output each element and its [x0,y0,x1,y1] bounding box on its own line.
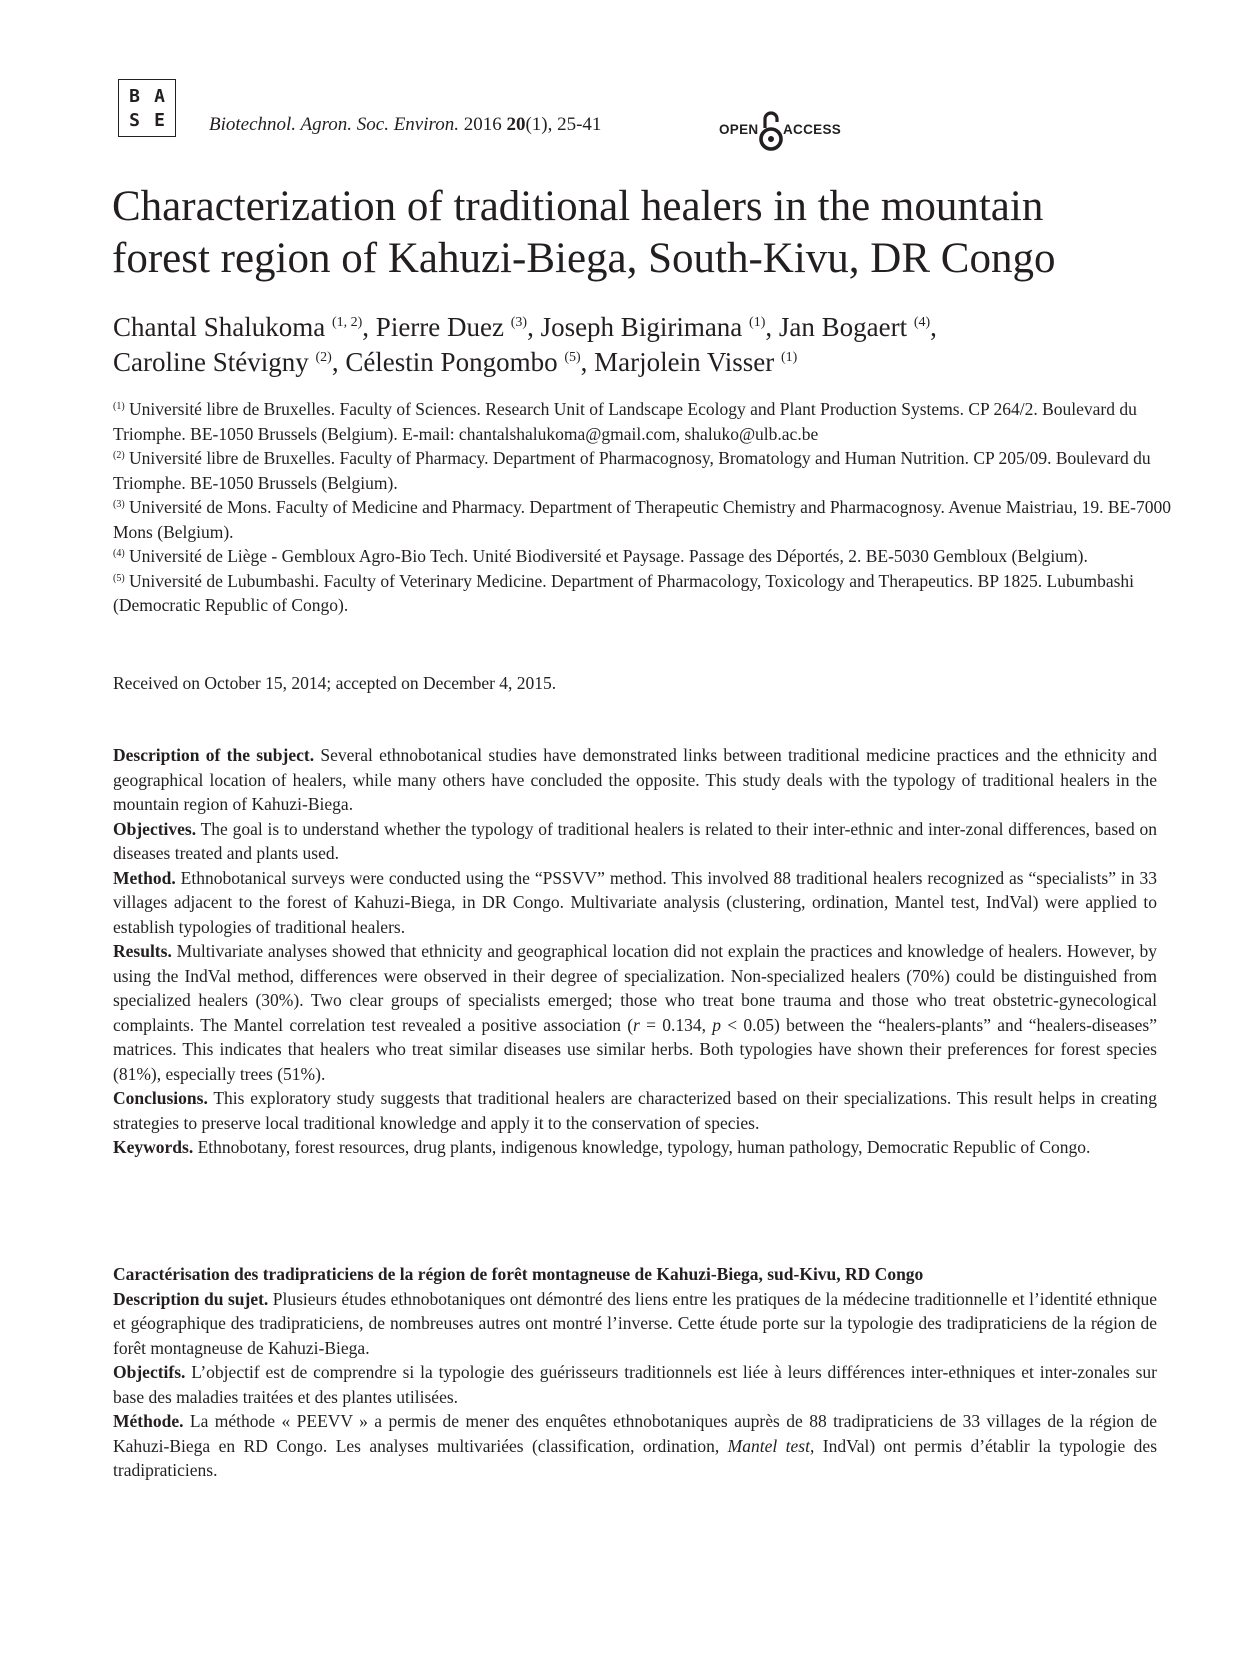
affiliation-number: (3) [113,499,125,510]
affiliation-number: (5) [113,572,125,584]
title-line: forest region of Kahuzi-Biega, South-Kivu, DR Congo [112,235,1056,282]
section-text: Several ethnobotanical studies have demonstrated links between traditional medicine practices and the ethnicity and geographical location of healers, while many others have concluded the opposite. This study deals with the typology of traditional healers in the mountain region of Kahuzi-Biega. [113,745,1158,814]
logo-letter: A [154,85,165,107]
abstract-objectives [113,1360,1157,1409]
journal-volume: 20 [506,114,526,135]
section-text: , IndVal) ont permis d’établir la typologie des tradipraticiens. [113,1435,1158,1480]
affiliation-item [113,569,1171,618]
affiliation-text: Université de Mons. Faculty of Medicine and Pharmacy. Department of Therapeutic Chemistry and Pharmacognosy. Avenue Maistriau, 19. BE-7000 Mons (Belgium). [113,497,1172,542]
affiliations [113,397,1171,618]
author-line [113,345,1173,380]
author-separator: , [765,312,779,342]
section-label: Results. [113,941,172,961]
statistic-symbol-p: p [712,1014,721,1035]
section-text: < 0.05) between the “healers-plants” and “healers-diseases” matrices. This indicates that healers who treat similar diseases use similar herbs. Both typologies have shown their preferences for forest species (81%), especially trees (51%). [113,1014,1158,1084]
abstract-description [113,743,1157,817]
abstract-results [113,939,1157,1086]
logo-letter: E [154,109,165,131]
author-separator: , [331,347,346,377]
section-label: Keywords. [113,1137,194,1157]
received-dates: Received on October 15, 2014; accepted on December 4, 2015. [113,673,557,693]
author-name: Caroline Stévigny [113,347,309,377]
section-text: La méthode « PEEVV » a permis de mener des enquêtes ethnobotaniques auprès de 88 tradipraticiens de 33 villages de la région de Kahuzi-Biega en RD Congo. Les analyses multivariées (classification, ordination, [113,1411,1157,1456]
abstract-method [113,1409,1157,1483]
author-line [113,310,1173,345]
author-name: Célestin Pongombo [345,347,558,377]
author-name: Marjolein Visser [594,347,775,377]
affiliation-item [113,544,1171,569]
open-access-label-access: ACCESS [783,122,842,137]
affiliation-text: Université de Liège - Gembloux Agro-Bio Tech. Unité Biodiversité et Paysage. Passage des Déportés, 2. BE-5030 Gembloux (Belgium). [124,546,1088,566]
author-name: Pierre Duez [375,312,504,342]
author-affiliation-mark: (2) [315,350,332,365]
author-affiliation-mark: (1) [781,350,798,365]
author-name: Joseph Bigirimana [540,312,743,342]
open-access-badge [719,110,859,154]
author-list [113,310,1173,380]
affiliation-text: Université libre de Bruxelles. Faculty of Pharmacy. Department of Pharmacognosy, Bromatology and Human Nutrition. CP 205/09. Boulevard du Triomphe. BE-1050 Brussels (Belgium). [113,448,1151,493]
section-label: Méthode. [113,1411,184,1431]
affiliation-number: (2) [113,450,125,461]
journal-name: Biotechnol. Agron. Soc. Environ. [209,114,459,135]
author-separator: , [930,312,937,342]
author-name: Chantal Shalukoma [113,312,326,342]
abstract-objectives [113,817,1157,866]
affiliation-number: (1) [113,401,125,412]
abstract-method [113,866,1157,940]
journal-issue-pages: (1), 25-41 [525,114,602,135]
base-journal-logo [118,79,176,137]
section-label: Description of the subject. [113,745,315,765]
title-line: Characterization of traditional healers in the mountain [112,183,1044,230]
section-label: Method. [113,867,176,888]
abstract-french [113,1262,1157,1483]
author-affiliation-mark: (1, 2) [331,315,363,330]
author-separator: , [527,312,541,342]
section-text: Ethnobotanical surveys were conducted using the “PSSVV” method. This involved 88 traditional healers recognized as “specialists” in 33 villages adjacent to the forest of Kahuzi-Biega, in DR Congo. Multivariate analysis (clustering, ordination, Mantel test, IndVal) were applied to establish typologies of traditional healers. [113,867,1157,937]
section-text: L’objectif est de comprendre si la typologie des guérisseurs traditionnels est liée à leurs différences inter-ethniques et inter-zonales sur base des maladies traitées et des plantes utilisées. [113,1362,1157,1407]
section-text: = 0.134, [639,1014,713,1035]
author-affiliation-mark: (1) [749,315,766,330]
author-separator: , [580,347,595,377]
author-name: Jan Bogaert [778,312,908,342]
italic-term: Mantel test [727,1435,810,1456]
section-label: Objectives. [113,818,197,839]
logo-letter: S [129,109,140,131]
journal-year: 2016 [458,114,507,135]
author-separator: , [362,312,376,342]
french-title: Caractérisation des tradipraticiens de la région de forêt montagneuse de Kahuzi-Biega, sud-Kivu, RD Congo [113,1264,924,1284]
logo-letter: B [129,85,140,107]
section-text: Multivariate analyses showed that ethnicity and geographical location did not explain the practices and knowledge of healers. However, by using the IndVal method, differences were observed in their degree of specialization. Non-specialized healers (70%) could be distinguished from specialized healers (30%). Two clear groups of specialists emerged; those who treat bone trauma and those who treat obstetric-gynecological complaints. The Mantel correlation test revealed a positive association ( [113,941,1157,1035]
author-affiliation-mark: (4) [913,315,931,330]
affiliation-text: Université de Lubumbashi. Faculty of Veterinary Medicine. Department of Pharmacology, Toxicology and Therapeutics. BP 1825. Lubumbashi (Democratic Republic of Congo). [113,570,1135,615]
abstract-keywords [113,1135,1157,1160]
section-label: Description du sujet. [113,1288,269,1309]
paper-title [112,181,1172,285]
open-access-label-open: OPEN [719,122,759,137]
journal-citation [209,114,601,136]
section-label: Objectifs. [113,1362,186,1382]
affiliation-number: (4) [113,548,125,559]
open-access-lock-icon [759,110,783,154]
abstract-english [113,743,1157,1160]
affiliation-item [113,446,1171,495]
affiliation-item [113,495,1171,544]
statistic-symbol-r: r [633,1014,640,1035]
affiliation-item [113,397,1171,446]
section-text: Plusieurs études ethnobotaniques ont démontré des liens entre les pratiques de la médecine traditionnelle et l’identité ethnique et géographique des tradipraticiens, de nombreuses autres ont montré l’inverse. Cette étude porte sur la typologie des tradipraticiens de la région de forêt montagneuse de Kahuzi-Biega. [113,1288,1157,1358]
author-affiliation-mark: (3) [510,315,528,330]
abstract-conclusions [113,1086,1157,1135]
section-text: The goal is to understand whether the typology of traditional healers is related to their inter-ethnic and inter-zonal differences, based on diseases treated and plants used. [113,818,1157,863]
author-affiliation-mark: (5) [564,350,581,365]
affiliation-text: Université libre de Bruxelles. Faculty of Sciences. Research Unit of Landscape Ecology and Plant Production Systems. CP 264/2. Boulevard du Triomphe. BE-1050 Brussels (Belgium). E-mail: chantalshalukoma@gmail.com, shaluko@ulb.ac.be [113,399,1137,444]
section-text: This exploratory study suggests that traditional healers are characterized based on their specializations. This result helps in creating strategies to preserve local traditional knowledge and apply it to the conservation of species. [113,1088,1157,1133]
section-label: Conclusions. [113,1088,208,1108]
section-text: Ethnobotany, forest resources, drug plants, indigenous knowledge, typology, human pathology, Democratic Republic of Congo. [193,1137,1091,1157]
abstract-description [113,1287,1157,1361]
